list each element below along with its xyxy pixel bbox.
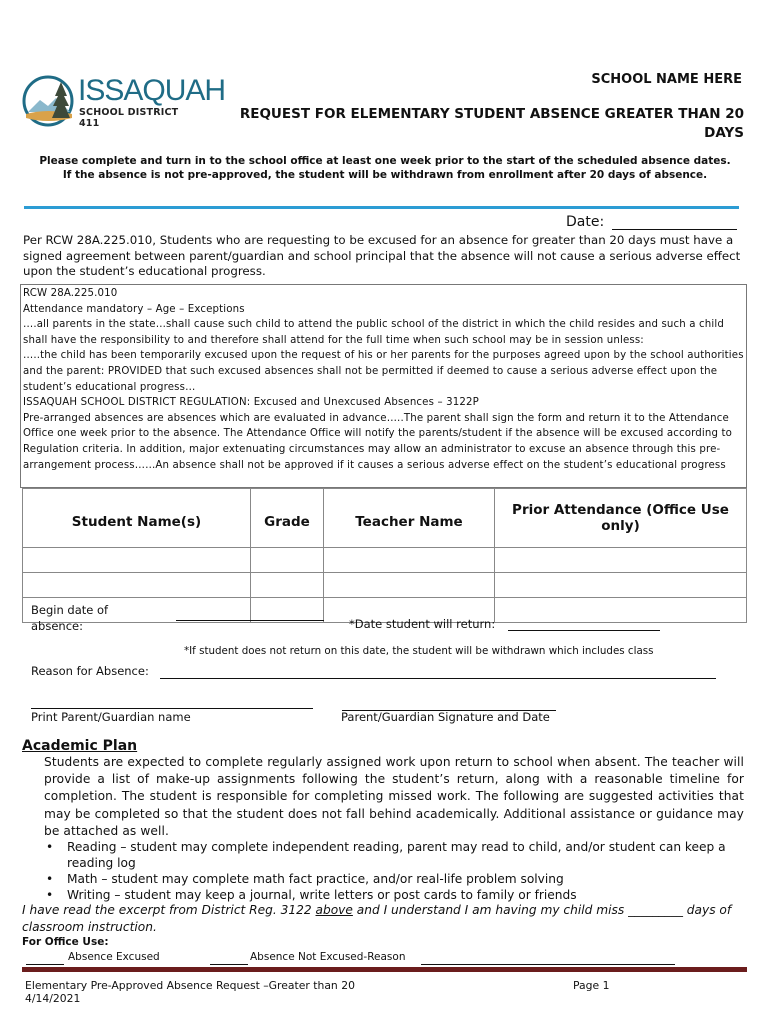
attendance-cell[interactable] (495, 598, 747, 623)
rcw-excerpt (23, 286, 745, 473)
bullet-icon: • (46, 887, 54, 902)
grade-cell[interactable] (251, 598, 324, 623)
bullet-icon: • (46, 840, 54, 854)
col-student-names: Student Name(s) (23, 489, 251, 548)
col-grade: Grade (251, 489, 324, 548)
student-name-cell[interactable] (23, 548, 251, 573)
begin-date-field[interactable] (176, 620, 324, 621)
list-item: • Math – student may complete math fact practice, and/or real-life problem solving (46, 871, 564, 886)
office-use-heading: For Office Use: (22, 936, 109, 948)
grade-cell[interactable] (251, 548, 324, 573)
reason-field[interactable] (160, 678, 716, 679)
return-note: *If student does not return on this date, the student will be withdrawn which includes class (184, 645, 654, 657)
attendance-cell[interactable] (495, 548, 747, 573)
student-name-cell[interactable] (23, 573, 251, 598)
table-row (23, 573, 747, 598)
attendance-cell[interactable] (495, 573, 747, 598)
list-item: • Reading – student may complete independent reading, parent may read to child, and/or student can keep a reading log (46, 840, 726, 870)
grade-cell[interactable] (251, 573, 324, 598)
footer-divider (22, 967, 747, 972)
logo-subtitle: SCHOOL DISTRICT 411 (79, 107, 179, 129)
print-name-field[interactable] (31, 708, 313, 709)
district-logo (22, 74, 226, 130)
date-field[interactable] (612, 229, 737, 230)
table-row (23, 548, 747, 573)
col-prior-attendance: Prior Attendance (Office Use only) (495, 489, 747, 548)
suggested-activities-list (44, 840, 749, 904)
logo-wordmark: ISSAQUAH (78, 74, 226, 107)
list-item: • Writing – student may keep a journal, write letters or post cards to family or friends (46, 887, 577, 902)
header-divider (24, 206, 739, 209)
table-header-row (23, 489, 747, 548)
teacher-cell[interactable] (324, 548, 495, 573)
return-date-field[interactable] (508, 630, 660, 631)
excused-checkbox-line[interactable] (26, 964, 64, 965)
begin-date-label: Begin date of absence: (31, 603, 109, 633)
instructions (24, 155, 746, 182)
reason-label: Reason for Absence: (31, 664, 149, 678)
rcw-line: Attendance mandatory – Age – Exceptions (23, 303, 245, 315)
academic-plan-heading: Academic Plan (22, 738, 138, 754)
intro-paragraph: Per RCW 28A.225.010, Students who are requesting to be excused for an absence for greater than 20 days must have a signed agreement between parent/guardian and school principal that the absence will not cause a serious adverse effect upon the student’s educational progress. (23, 233, 741, 278)
absence-excused-label: Absence Excused (68, 951, 160, 963)
teacher-cell[interactable] (324, 573, 495, 598)
absence-not-excused-label: Absence Not Excused-Reason (250, 951, 406, 963)
form-title: REQUEST FOR ELEMENTARY STUDENT ABSENCE GREATER THAN 20 DAYS (239, 106, 744, 141)
rcw-line: ….all parents in the state…shall cause such child to attend the public school of the district in which the child resides and such a child shall have the responsibility to and therefore shall attend for the full time when such school may be in session unless: (23, 319, 724, 346)
academic-plan-paragraph: Students are expected to complete regularly assigned work upon return to school when absent. The teacher will provide a list of make-up assignments following the student’s return, along with a reasonable timeline for completion. The student is responsible for completing missed work. The following are suggested activities that may be completed so that the student does not fall behind academically. Additional assistance or guidance may be attached as well. (44, 755, 744, 838)
rcw-line: RCW 28A.225.010 (23, 288, 118, 299)
rcw-line: …..the child has been temporarily excused upon the request of his or her parents for the purposes agreed upon by the school authorities and the parent: PROVIDED that such excused absences shall not be permitted if deemed to cause a serious adverse effect upon the student’s educational progress… (23, 350, 744, 393)
footer-page-number: Page 1 (573, 979, 610, 992)
return-date-label: *Date student will return: (349, 617, 496, 631)
footer-date: 4/14/2021 (25, 992, 81, 1005)
bullet-icon: • (46, 871, 54, 886)
date-label: Date: (566, 214, 605, 230)
school-name: SCHOOL NAME HERE (591, 72, 742, 87)
rcw-line: Pre-arranged absences are absences which are evaluated in advance…..The parent shall sign the form and return it to the Attendance Office one week prior to the absence. The Attendance Office will notify the parents/student if the absence will be excused according to Regulation criteria. In addition, major extenuating circumstances may allow an administrator to excuse an absence through this pre-arrangement process……An absence shall not be approved if it causes a serious adverse effect on the student’s educational progress (23, 412, 732, 471)
instruction-line-2: If the absence is not pre-approved, the student will be withdrawn from enrollment after 20 days of absence. (62, 168, 708, 181)
acknowledgement: I have read the excerpt from District Reg. 3122 above and I understand I am having my child miss _________ days of classroom instruction. (22, 903, 732, 934)
instruction-line-1: Please complete and turn in to the school office at least one week prior to the start of the scheduled absence dates. (39, 155, 731, 167)
signature-label: Parent/Guardian Signature and Date (341, 710, 550, 724)
not-excused-reason-field[interactable] (421, 964, 675, 965)
footer-doc-title: Elementary Pre-Approved Absence Request –Greater than 20 (25, 979, 355, 992)
print-name-label: Print Parent/Guardian name (31, 710, 191, 724)
tree-mountain-icon (22, 74, 76, 130)
rcw-line: ISSAQUAH SCHOOL DISTRICT REGULATION: Excused and Unexcused Absences – 3122P (23, 397, 479, 409)
col-teacher-name: Teacher Name (324, 489, 495, 548)
not-excused-checkbox-line[interactable] (210, 964, 248, 965)
